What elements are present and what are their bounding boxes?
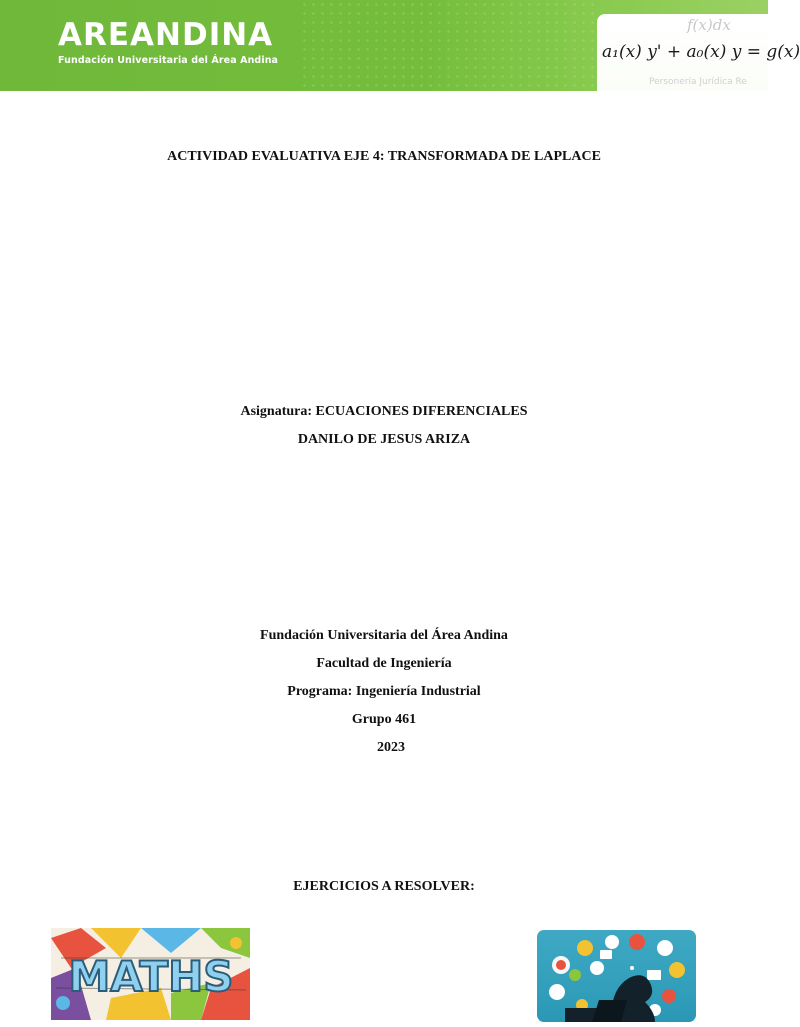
group-number: Grupo 461 <box>351 712 417 727</box>
program-name: Programa: Ingeniería Industrial <box>287 684 481 699</box>
logo-wordmark: AREANDINA <box>58 17 274 53</box>
formula-footer-text: Personería Jurídica Re <box>649 77 747 87</box>
header-banner <box>0 0 800 91</box>
subject-line: Asignatura: ECUACIONES DIFERENCIALES <box>240 404 528 419</box>
formula-image <box>597 14 800 91</box>
formula-ghost-text: f(x)dx <box>687 16 731 34</box>
areandina-logo <box>58 18 278 66</box>
faculty-name: Facultad de Ingeniería <box>316 656 452 671</box>
maths-illustration <box>51 928 250 1020</box>
formula-text: a₁(x) y' + a₀(x) y = g(x) <box>602 42 800 62</box>
section-heading: EJERCICIOS A RESOLVER: <box>293 879 475 894</box>
technology-illustration <box>537 930 696 1022</box>
logo-subtitle: Fundación Universitaria del Área Andina <box>58 55 279 66</box>
maths-word: MATHS <box>68 952 234 1001</box>
institution-name: Fundación Universitaria del Área Andina <box>260 628 508 643</box>
year: 2023 <box>377 740 405 755</box>
document-title: ACTIVIDAD EVALUATIVA EJE 4: TRANSFORMADA DE LAPLACE <box>167 149 601 164</box>
author-name: DANILO DE JESUS ARIZA <box>297 432 471 447</box>
banner-pattern <box>300 0 600 91</box>
